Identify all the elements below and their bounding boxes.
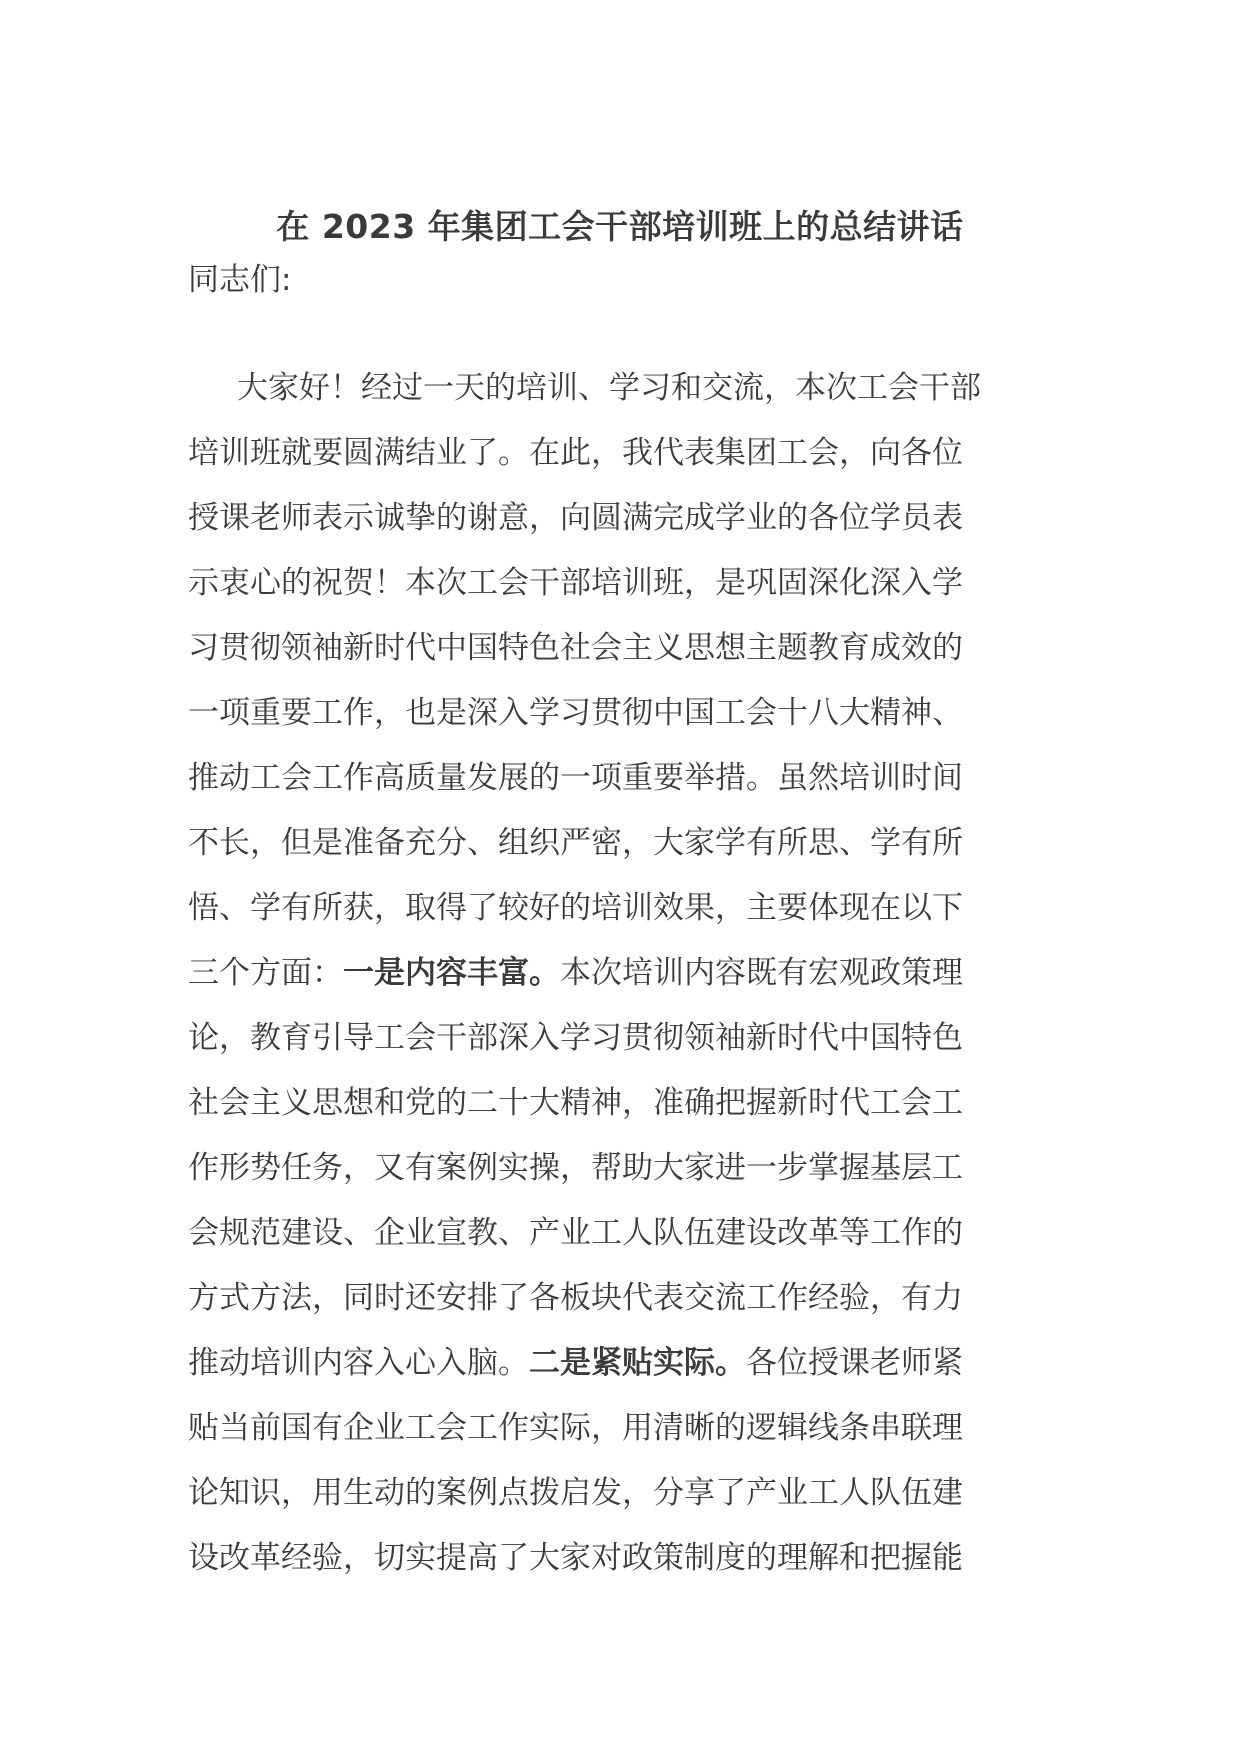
text-run: 大家好！经过一天的培训、学习和交流，本次工会干部 <box>237 370 981 406</box>
text-run: 示衷心的祝贺！本次工会干部培训班，是巩固深化深入学 <box>188 565 963 601</box>
body-line <box>188 1536 1048 1601</box>
text-run: 设改革经验，切实提高了大家对政策制度的理解和把握能 <box>188 1540 963 1576</box>
text-run: 本次培训内容既有宏观政策理 <box>560 955 963 991</box>
text-run: 社会主义思想和党的二十大精神，准确把握新时代工会工 <box>188 1085 963 1121</box>
body-line <box>188 821 1048 886</box>
text-run: 推动培训内容入心入脑。 <box>188 1345 529 1381</box>
text-run: 习贯彻领袖新时代中国特色社会主义思想主题教育成效的 <box>188 630 963 666</box>
document-title: 在 2023 年集团工会干部培训班上的总结讲话 <box>276 207 964 246</box>
body-line <box>188 1471 1048 1536</box>
body-line <box>188 366 1048 431</box>
text-run: 论，教育引导工会干部深入学习贯彻领袖新时代中国特色 <box>188 1020 963 1056</box>
body-line <box>188 1276 1048 1341</box>
body-line <box>188 951 1048 1016</box>
text-run: 作形势任务，又有案例实操，帮助大家进一步掌握基层工 <box>188 1150 963 1186</box>
body-line <box>188 1211 1048 1276</box>
body-line <box>188 1016 1048 1081</box>
bold-phrase: 一是内容丰富。 <box>343 955 560 991</box>
bold-phrase: 二是紧贴实际。 <box>529 1345 746 1381</box>
text-run: 会规范建设、企业宣教、产业工人队伍建设改革等工作的 <box>188 1215 963 1251</box>
body-line <box>188 1341 1048 1406</box>
body-line <box>188 1406 1048 1471</box>
text-run: 一项重要工作，也是深入学习贯彻中国工会十八大精神、 <box>188 695 963 731</box>
text-run: 推动工会工作高质量发展的一项重要举措。虽然培训时间 <box>188 760 963 796</box>
body-line <box>188 561 1048 626</box>
body-line <box>188 496 1048 561</box>
body-line <box>188 1146 1048 1211</box>
text-run: 各位授课老师紧 <box>746 1345 963 1381</box>
text-run: 培训班就要圆满结业了。在此，我代表集团工会，向各位 <box>188 435 963 471</box>
body-line <box>188 886 1048 951</box>
body-paragraph <box>188 366 1048 1601</box>
text-run: 三个方面： <box>188 955 343 991</box>
text-run: 不长，但是准备充分、组织严密，大家学有所思、学有所 <box>188 825 963 861</box>
greeting: 同志们: <box>188 262 292 298</box>
body-line <box>188 431 1048 496</box>
text-run: 贴当前国有企业工会工作实际，用清晰的逻辑线条串联理 <box>188 1410 963 1446</box>
body-line <box>188 1081 1048 1146</box>
text-run: 授课老师表示诚挚的谢意，向圆满完成学业的各位学员表 <box>188 500 963 536</box>
text-run: 方式方法，同时还安排了各板块代表交流工作经验，有力 <box>188 1280 963 1316</box>
text-run: 论知识，用生动的案例点拨启发，分享了产业工人队伍建 <box>188 1475 963 1511</box>
body-line <box>188 756 1048 821</box>
body-line <box>188 691 1048 756</box>
text-run: 悟、学有所获，取得了较好的培训效果，主要体现在以下 <box>188 890 963 926</box>
body-line <box>188 626 1048 691</box>
